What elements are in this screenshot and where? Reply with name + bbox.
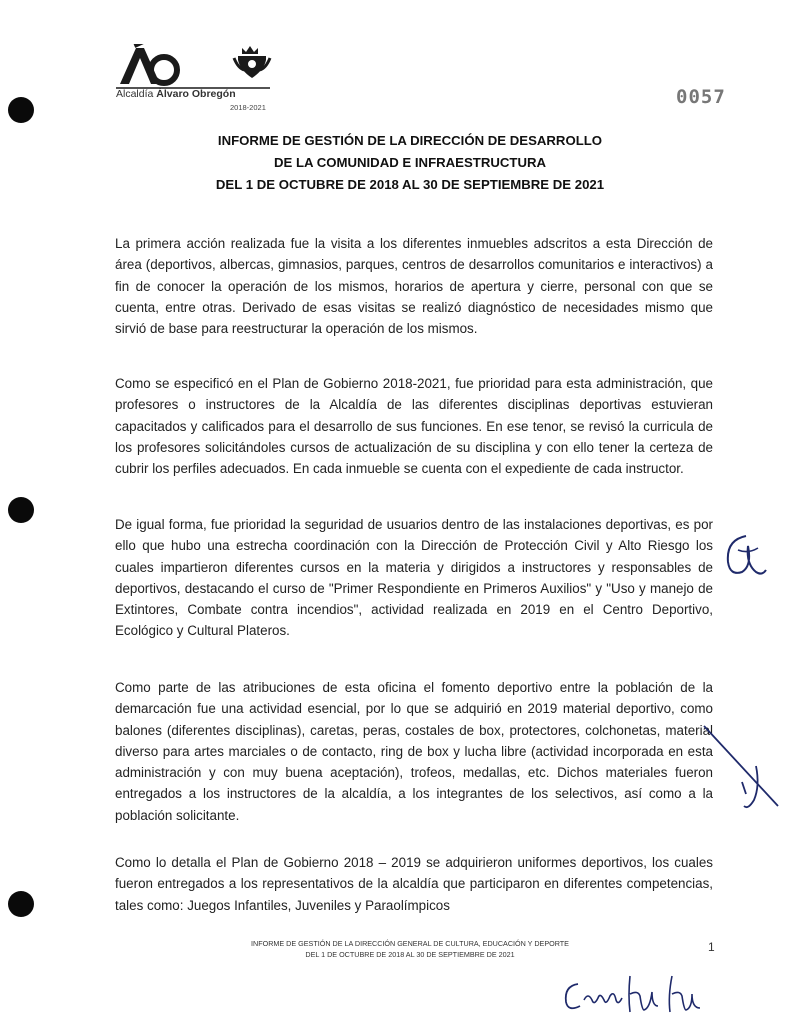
margin-initials-annotation xyxy=(718,528,768,588)
handwritten-signature xyxy=(560,972,710,1018)
document-title xyxy=(150,130,670,196)
title-line-2: DE LA COMUNIDAD E INFRAESTRUCTURA xyxy=(273,155,547,170)
paragraph-1: La primera acción realizada fue la visita a los diferentes inmuebles adscritos a esta Dirección de área (deportivos, albercas, gimnasios, parques, centros de desarrollos comunitarios e interactivos) a fin de conocer la operación de los mismos, horarios de apertura y cierre, personal con que se cuenta, entre otras. Derivado de esas visitas se realizó diagnóstico de necesidades mismo que sirvió de base para reestructurar la operación de los mismos. xyxy=(115,236,713,337)
punch-hole-top xyxy=(8,97,34,123)
punch-hole-middle xyxy=(8,497,34,523)
paragraph-4: Como parte de las atribuciones de esta oficina el fomento deportivo entre la población de la demarcación fue una actividad esencial, por lo que se adquirió en 2019 material deportivo, como balones (diferentes disciplinas), caretas, peras, costales de box, protectores, colchonetas, material diverso para artes marciales o de contacto, ring de box y lucha libre (actividad incorporada en esta administración y con muy buena aceptación), trofeos, medallas, etc. Dichos materiales fueron entregados a los instructores de la alcaldía, a los integrantes de los selectivos, así como a la población solicitante. xyxy=(115,680,713,823)
brand-name: Alcaldía Álvaro Obregón xyxy=(116,88,236,100)
folio-stamp: 0057 xyxy=(676,86,726,108)
title-line-1: INFORME DE GESTIÓN DE LA DIRECCIÓN DE DESARROLLO xyxy=(217,133,603,148)
brand-years: 2018-2021 xyxy=(230,103,266,112)
paragraph-3: De igual forma, fue prioridad la seguridad de usuarios dentro de las instalaciones deportivas, es por ello que hubo una estrecha coordinación con la Dirección de Protección Civil y Alto Riesgo los cuales impartieron diferentes cursos en la materia y dirigidos a instructores y responsables de deportivos, destacando el curso de "Primer Respondiente en Primeros Auxilios" y "Uso y manejo de Extintores, Combate contra incendios", actividad realizada en 2019 en el Centro Deportivo, Ecológico y Cultural Plateros. xyxy=(115,517,713,639)
title-line-3: DEL 1 DE OCTUBRE DE 2018 AL 30 DE SEPTIEMBRE DE 2021 xyxy=(215,177,605,192)
coat-of-arms-icon xyxy=(234,46,270,78)
alcaldia-logo xyxy=(116,44,286,114)
margin-check-annotation xyxy=(700,722,790,822)
page-number: 1 xyxy=(708,940,715,954)
page-footer xyxy=(150,938,670,960)
footer-line-1: INFORME DE GESTIÓN DE LA DIRECCIÓN GENERAL DE CULTURA, EDUCACIÓN Y DEPORTE xyxy=(251,939,569,948)
paragraph-5: Como lo detalla el Plan de Gobierno 2018 – 2019 se adquirieron uniformes deportivos, los cuales fueron entregados a los representativos de la alcaldía que participaron en diferentes competencias, tales como: Juegos Infantiles, Juveniles y Paraolímpicos xyxy=(115,855,713,913)
paragraph-2: Como se especificó en el Plan de Gobierno 2018-2021, fue prioridad para esta administración, que profesores o instructores de la Alcaldía de las diferentes disciplinas deportivas estuvieran capacitados y calificados para el desarrollo de sus funciones. En ese tenor, se revisó la curricula de los profesores solicitándoles cursos de actualización de su disciplina y con ello tener la certeza de cubrir los perfiles adecuados. En cada inmueble se cuenta con el expediente de cada instructor. xyxy=(115,376,713,477)
footer-line-2: DEL 1 DE OCTUBRE DE 2018 AL 30 DE SEPTIEMBRE DE 2021 xyxy=(305,950,515,959)
punch-hole-bottom xyxy=(8,891,34,917)
